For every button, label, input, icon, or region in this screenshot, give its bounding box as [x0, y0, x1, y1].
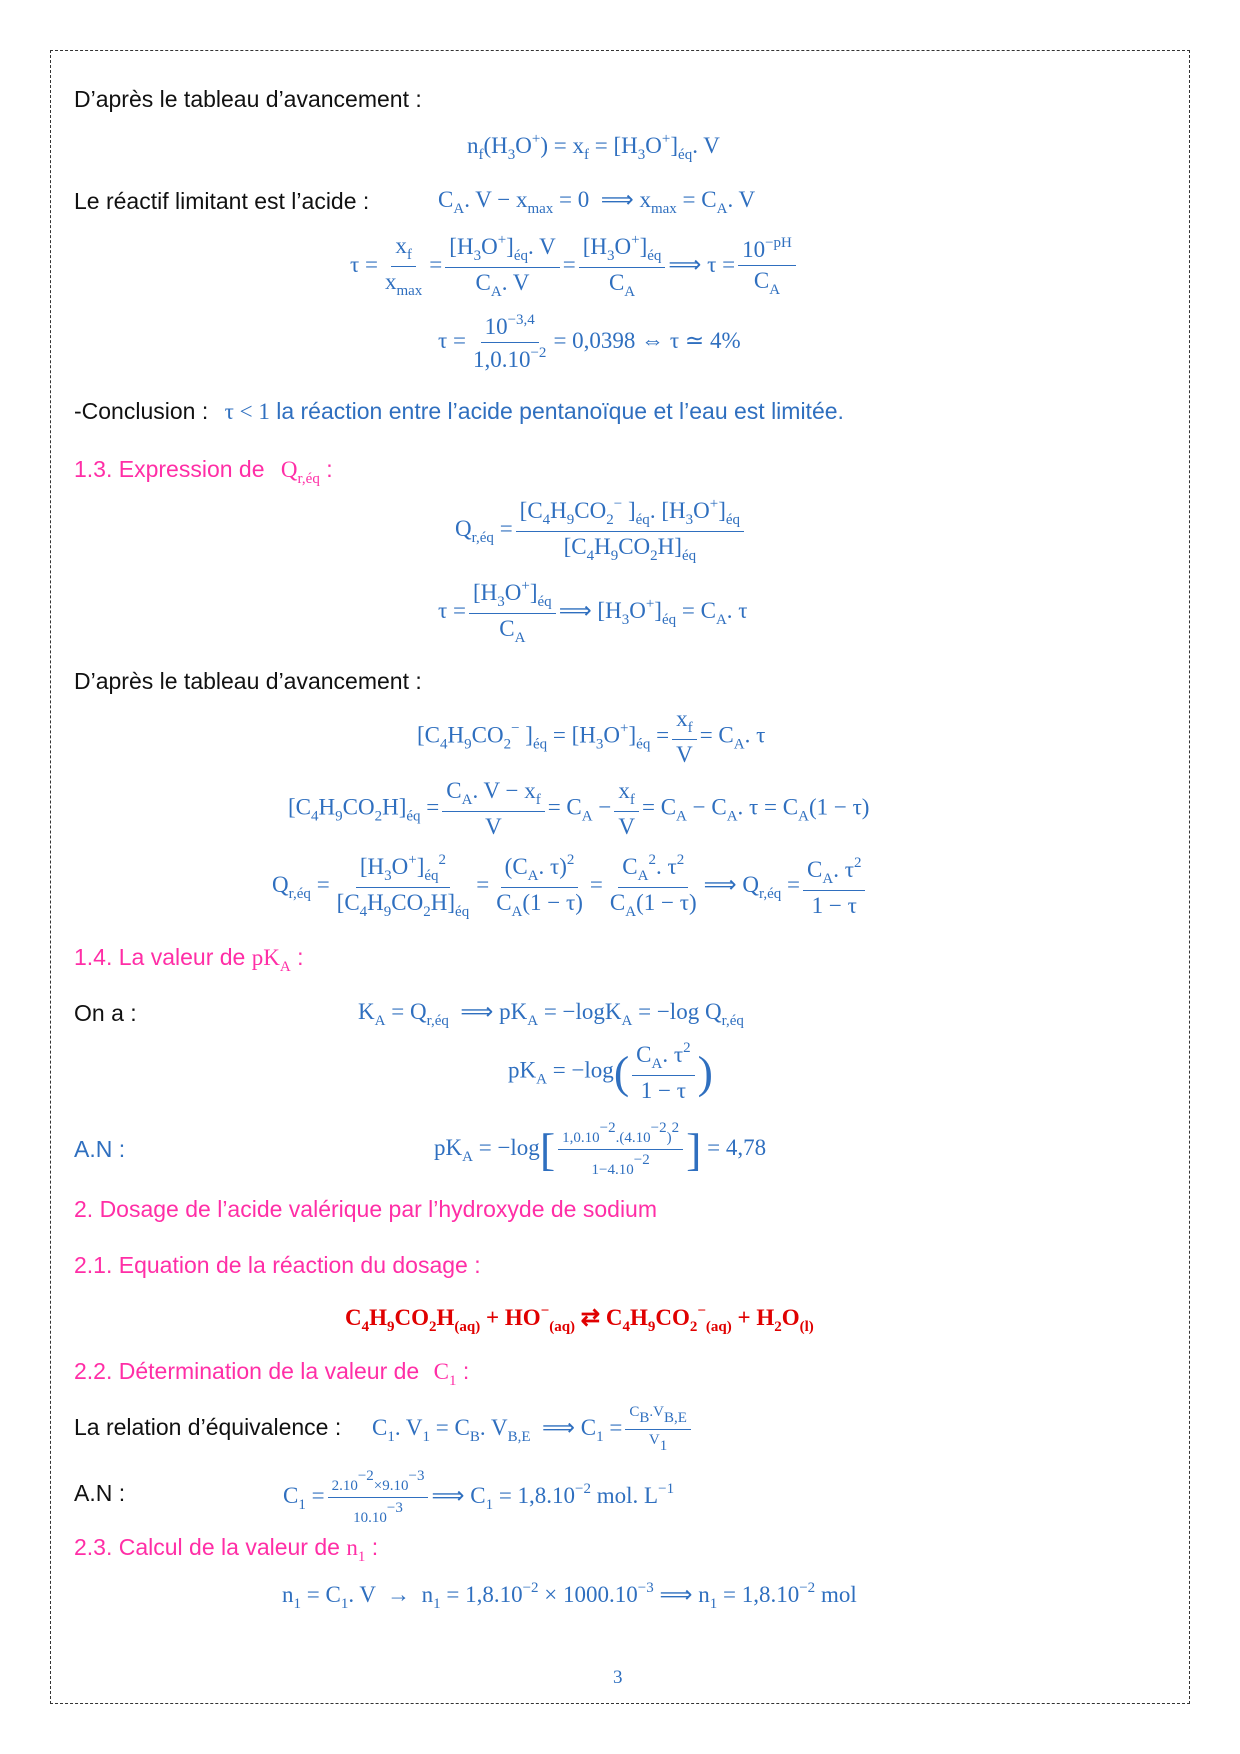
formula-c1-numeric: $C_1$ = $\frac{2.10-2\times 9.10-3}{10.10-3}$ ⟹ $C_1 = 1,8.10^{-2}$ mol. $L^{-1}$ — [283, 1468, 675, 1526]
formula-qreq-derived: $Q_{r,éq}$ = $\frac{[H_3O^+]_{éq}^2}{[C_4H_9CO_2H]_{éq}}$ = $\frac{(C_A. \tau)^2}{C_A(1 - \tau)}$ = $\frac{C_A^2. \tau^2}{C_A(1 - \tau)}$ ⟹ $Q_{r,éq}$ = $\frac{C_A. \tau^2}{1 - \tau}$ — [272, 852, 868, 921]
text-an-1: A.N : — [74, 1136, 126, 1162]
formula-pka-numeric: $pK_A = -\log$[ $\frac{1,0.10-2.(4.10-2)2}{1-4.10-2}$ ] = 4,78 — [434, 1120, 767, 1178]
formula-pka-def: $K_A = Q_{r,éq}$ ⟹ $pK_A = -\log K_A = -\log$ $Q_{r,éq}$ — [358, 999, 744, 1029]
reaction-equation: $C_4H_9CO_2H_{(aq)} + HO^-_{(aq)}$ ⇄ $C_4H_9CO_2^-_{(aq)} + H_2O_{(l)}$ — [345, 1303, 814, 1335]
n1-result: 1,8.10 — [741, 1582, 800, 1607]
formula-n1: $n_1 = C_1$. $V \to n_1 = 1,8.10^{-2} \times 1000.10^{-3}$ ⟹ $n_1 = 1,8.10^{-2}$ mol — [282, 1580, 857, 1612]
text-on-a: On a : — [74, 1000, 137, 1026]
page-number: 3 — [613, 1667, 623, 1688]
heading-1-4-label: 1.4. La valeur de — [74, 944, 246, 970]
heading-2-2-label: 2.2. Détermination de la valeur de — [74, 1358, 420, 1384]
formula-nf-h3o: $n_f(H_3O^+) = x_f = [H_3O^+]_{éq}$. V — [467, 131, 720, 163]
conclusion-label: -Conclusion : — [74, 398, 209, 424]
heading-2-2: 2.2. Détermination de la valeur de $C_1$ : — [74, 1358, 470, 1389]
text-relation: La relation d’équivalence : — [74, 1414, 342, 1440]
formula-qreq-expression: $Q_{r,éq}$ = $\frac{[C_4H_9CO_2^- ]_{éq}. [H_3O^+]_{éq}}{[C_4H_9CO_2H]_{éq}}$ — [455, 496, 747, 565]
heading-1-4: 1.4. La valeur de $pK_A$ : — [74, 944, 304, 975]
formula-conc-base: [$C_4H_9CO_2^-$ ]$_{éq} = [H_3O^+]_{éq}$ = $\frac{x_f}{V}$ = $C_A$. τ — [417, 706, 766, 767]
text-tableau-2: D’après le tableau d’avancement : — [74, 668, 422, 694]
c1-result: 1,8.10 — [517, 1482, 576, 1508]
formula-tau-numeric: τ = $\frac{10^{-3,4}}{1,0.10^{-2}}$ = 0,0398 ⇔ τ ≃ 4% — [438, 312, 741, 372]
formula-tau-h3o: τ = $\frac{[H_3O^+]_{éq}}{C_A}$ ⟹ $[H_3O^+]_{éq} = C_A$. τ — [438, 578, 748, 646]
heading-2-3: 2.3. Calcul de la valeur de $n_1$ : — [74, 1534, 379, 1565]
formula-pka-log: $pK_A = -\log$( $\frac{C_A. \tau^2}{1 - \tau}$ ) — [508, 1040, 713, 1103]
formula-tau-definition: τ = $\frac{x_f}{x_{max}}$ = $\frac{[H_3O^+]_{éq}. V}{C_A. V}$ = $\frac{[H_3O^+]_{éq}}{C_A}$ ⟹ τ = $\frac{10^{-pH}}{C_A}$ — [350, 232, 799, 301]
conclusion-text: la réaction entre l’acide pentanoïque et l’eau est limitée. — [276, 398, 844, 424]
heading-2-1: 2.1. Equation de la réaction du dosage : — [74, 1252, 481, 1278]
text-tableau-1: D’après le tableau d’avancement : — [74, 86, 422, 112]
heading-2-3-label: 2.3. Calcul de la valeur de — [74, 1534, 340, 1560]
text-reactif-limitant: Le réactif limitant est l’acide : — [74, 188, 370, 214]
tau-value: 0,0398 — [572, 327, 636, 353]
text-an-2: A.N : — [74, 1480, 126, 1506]
formula-conc-acid: $[C_4H_9CO_2H]_{éq}$ = $\frac{C_A. V - x_f}{V}$ = $C_A$ − $\frac{x_f}{V}$ = $C_A - C_A$. $\tau = C_A(1 - \tau)$ — [288, 778, 870, 839]
pka-result: 4,78 — [725, 1134, 767, 1160]
heading-2: 2. Dosage de l’acide valérique par l’hydroxyde de sodium — [74, 1196, 658, 1222]
conclusion-line: -Conclusion : τ < 1 la réaction entre l’acide pentanoïque et l’eau est limitée. — [74, 398, 844, 424]
formula-xmax: $C_A$. $V - x_{max} = 0$ ⟹ $x_{max} = C_A$. V — [438, 187, 756, 217]
heading-1-3-label: 1.3. Expression de — [74, 456, 265, 482]
heading-1-3: 1.3. Expression de $Q_{r,éq}$ : — [74, 456, 333, 487]
formula-equivalence: $C_1$. $V_1 = C_B$. $V_{B,E}$ ⟹ $C_1$ = $\frac{CB.VB,E}{V1}$ — [372, 1404, 694, 1455]
tau-percent: 4% — [709, 327, 741, 353]
